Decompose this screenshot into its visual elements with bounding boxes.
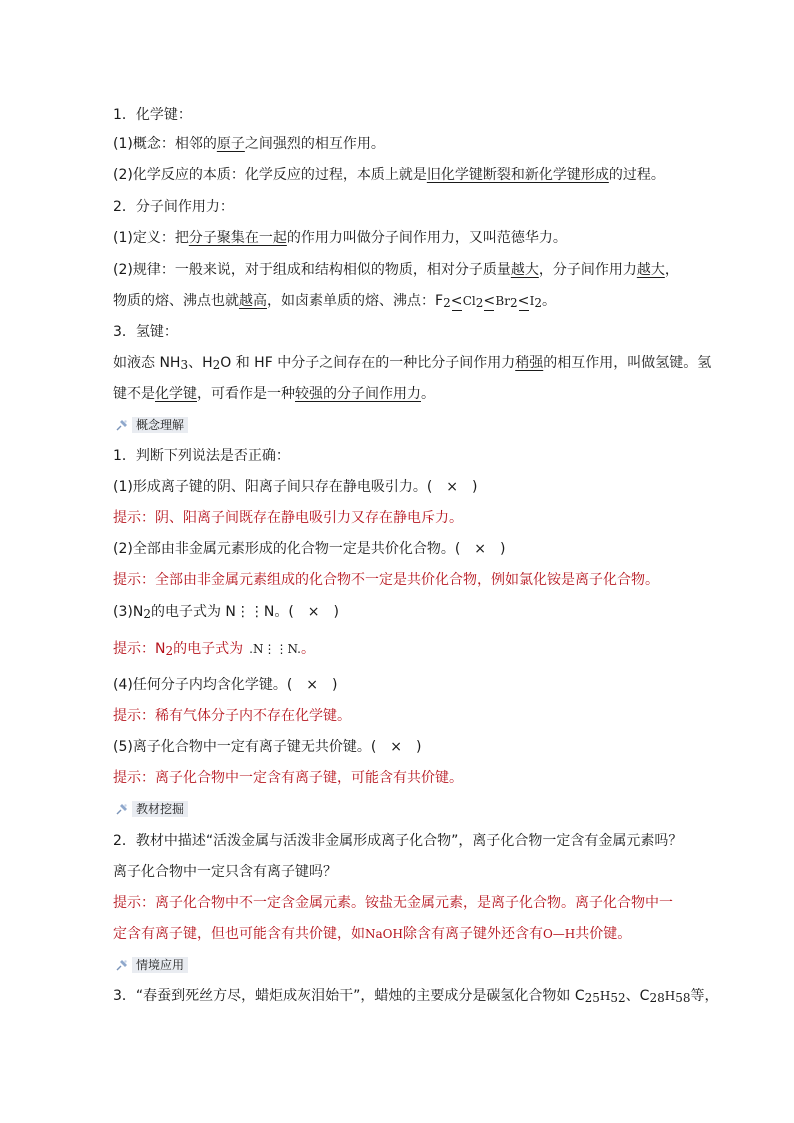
- q1-hint-2: 提示：全部由非金属元素组成的化合物不一定是共价化合物，例如氯化铵是离子化合物。: [113, 572, 659, 588]
- q1-hint-3: 提示：$N_2$的电子式为 .N⋮⋮N.。: [113, 641, 315, 658]
- q1-title: 1．判断下列说法是否正确：: [113, 448, 290, 464]
- electron-formula-n2: .N⋮⋮N.: [249, 642, 301, 656]
- rule-line-2: 物质的熔、沸点也就越高，如卤素单质的熔、沸点：$F_2< Cl_2< Br_2< I_2$。: [113, 292, 556, 310]
- q2-hint-2: 定含有离子键，但也可能含有共价键，如NaOH除含有离子键外还含有O—H共价键。: [113, 926, 632, 942]
- heading-chemical-bond: 1．化学键：: [113, 107, 192, 123]
- pin-icon: [115, 418, 129, 432]
- q1-item-4: (4)任何分子内均含化学键。( × ): [113, 677, 338, 693]
- less-than-sign: [483, 292, 495, 310]
- heading-intermolecular-force: 2．分子间作用力：: [113, 199, 234, 215]
- rule-line-1: (2)规律：一般来说，对于组成和结构相似的物质，相对分子质量越大，分子间作用力越大，: [113, 262, 679, 278]
- less-than-sign: [518, 292, 530, 310]
- section-concept-understanding: 概念理解: [115, 416, 188, 434]
- reaction-essence-line: (2)化学反应的本质：化学反应的过程，本质上就是旧化学键断裂和新化学键形成的过程。: [113, 167, 665, 183]
- concept-line: (1)概念：相邻的原子之间强烈的相互作用。: [113, 136, 385, 152]
- heading-hydrogen-bond: 3．氢键：: [113, 324, 178, 340]
- q2-line-2: 离子化合物中一定只含有离子键吗？: [113, 864, 337, 880]
- q1-hint-1: 提示：阴、阳离子间既存在静电吸引力又存在静电斥力。: [113, 510, 463, 526]
- q3-line-1: 3．“春蚕到死丝方尽，蜡炬成灰泪始干”，蜡烛的主要成分是碳氢化合物如 $C_{25}H_{52}$、$C_{28}H_{58}$等，: [113, 988, 719, 1005]
- pin-icon: [115, 802, 129, 816]
- definition-line: (1)定义：把分子聚集在一起的作用力叫做分子间作用力，又叫范德华力。: [113, 230, 567, 246]
- hydrogen-bond-line-2: 键不是化学键，可看作是一种较强的分子间作用力。: [113, 386, 435, 402]
- q2-line-1: 2．教材中描述“活泼金属与活泼非金属形成离子化合物”，离子化合物一定含有金属元素吗？: [113, 833, 683, 849]
- hydrogen-bond-line-1: 如液态 $NH_3$、$H_2O$ 和 HF 中分子之间存在的一种比分子间作用力稍强的相互作用，叫做氢键。氢: [113, 355, 712, 372]
- q2-hint-1: 提示：离子化合物中不一定含金属元素。铵盐无金属元素，是离子化合物。离子化合物中一: [113, 895, 673, 911]
- pin-icon: [115, 958, 129, 972]
- q1-hint-5: 提示：离子化合物中一定含有离子键，可能含有共价键。: [113, 770, 463, 786]
- q1-hint-4: 提示：稀有气体分子内不存在化学键。: [113, 708, 351, 724]
- section-situation-application: 情境应用: [115, 956, 188, 974]
- q1-item-1: (1)形成离子键的阴、阳离子间只存在静电吸引力。( × ): [113, 479, 478, 495]
- q1-item-3: $(3)N_2$的电子式为 N⋮⋮N。( × ): [113, 604, 340, 621]
- q1-item-5: (5)离子化合物中一定有离子键无共价键。( × ): [113, 739, 422, 755]
- q1-item-2: (2)全部由非金属元素形成的化合物一定是共价化合物。( × ): [113, 541, 506, 557]
- less-than-sign: [451, 292, 463, 310]
- section-textbook-mining: 教材挖掘: [115, 800, 188, 818]
